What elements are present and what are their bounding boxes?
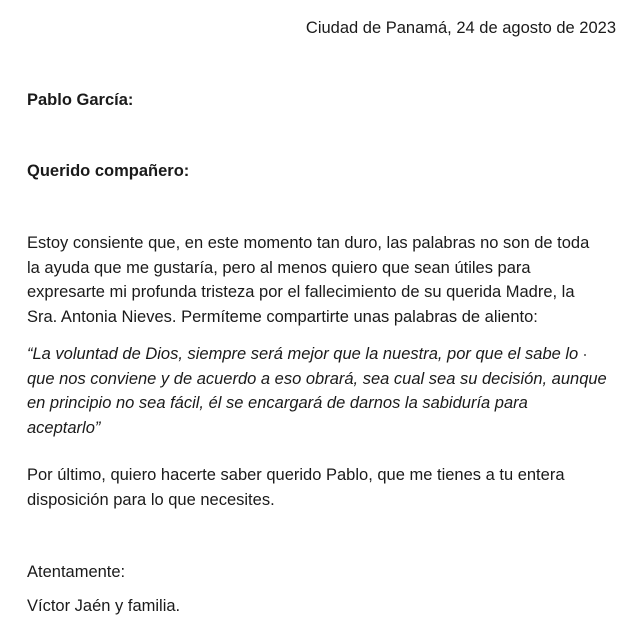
body-paragraph-2 (27, 463, 617, 512)
quote-block (27, 342, 617, 440)
signature: Víctor Jaén y familia. (27, 597, 181, 615)
quote-line: aceptarlo” (27, 418, 101, 437)
paragraph-line: Sra. Antonia Nieves. Permíteme compartirte unas palabras de aliento: (27, 307, 538, 326)
quote-line: “La voluntad de Dios, siempre será mejor que la nuestra, por que el sabe lo (27, 345, 579, 363)
paragraph-line: la ayuda que me gustaría, pero al menos quiero que sean útiles para (27, 258, 531, 277)
letter-date: Ciudad de Panamá, 24 de agosto de 2023 (305, 19, 616, 37)
paragraph-line: Estoy consiente que, en este momento tan duro, las palabras no son de toda (27, 234, 590, 252)
paragraph-line: disposición para lo que necesites. (27, 490, 275, 509)
body-paragraph-1 (27, 231, 617, 329)
salutation: Querido compañero: (27, 162, 190, 180)
recipient-name: Pablo García: (27, 91, 134, 109)
paragraph-line: expresarte mi profunda tristeza por el fallecimiento de su querida Madre, la (27, 283, 575, 301)
cursor-mark (584, 354, 586, 356)
quote-line: que nos conviene y de acuerdo a eso obrará, sea cual sea su decisión, aunque (27, 369, 607, 388)
quote-line: en principio no sea fácil, él se encargará de darnos la sabiduría para (27, 394, 528, 412)
paragraph-line: Por último, quiero hacerte saber querido Pablo, que me tienes a tu entera (27, 466, 565, 484)
closing: Atentamente: (27, 563, 126, 581)
quote-line-wrap (27, 342, 617, 367)
